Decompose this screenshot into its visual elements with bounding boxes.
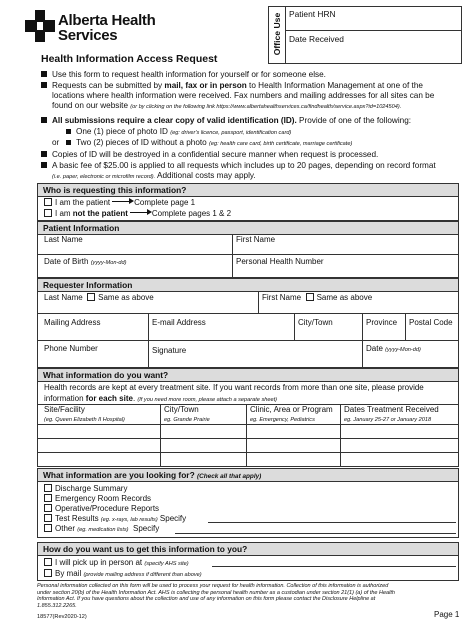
page-number: Page 1 xyxy=(434,610,460,619)
check-operative-reports[interactable]: Operative/Procedure Reports xyxy=(44,504,159,513)
section-who-heading: Who is requesting this information? xyxy=(37,183,459,197)
option-patient[interactable]: I am the patient Complete page 1 xyxy=(44,198,195,207)
not-patient-checkbox[interactable] xyxy=(44,209,52,217)
province-field[interactable]: Province xyxy=(366,318,398,327)
checkbox[interactable] xyxy=(44,484,52,492)
mailing-address-field[interactable]: Mailing Address xyxy=(44,318,101,327)
city-field[interactable]: City/Town xyxy=(298,318,333,327)
cross-logo-icon xyxy=(25,10,55,42)
form-number: 18577(Rev2020-12) xyxy=(37,614,87,620)
check-discharge-summary[interactable]: Discharge Summary xyxy=(44,484,127,493)
intro-bullet-3: All submissions require a clear copy of valid identification (ID). Provide of one of the following: xyxy=(41,116,461,126)
arrow-icon xyxy=(112,201,132,202)
org-name-line1: Alberta Health xyxy=(58,12,156,29)
phone-field[interactable]: Phone Number xyxy=(44,344,98,353)
postal-code-field[interactable]: Postal Code xyxy=(409,318,453,327)
patient-hrn-label: Patient HRN xyxy=(289,9,336,19)
pickup-checkbox[interactable] xyxy=(44,558,52,566)
same-as-above-checkbox-2[interactable] xyxy=(306,293,314,301)
office-use-label: Office Use xyxy=(272,12,282,56)
ahs-logo xyxy=(25,10,55,42)
checkbox[interactable] xyxy=(44,524,52,532)
email-field[interactable]: E-mail Address xyxy=(152,318,206,327)
checkbox[interactable] xyxy=(44,514,52,522)
intro-bullet-5: A basic fee of $25.00 is applied to all requests which includes up to 20 pages, depending on record format (i.e. paper, electronic or microfilm record). Additional costs may apply. xyxy=(41,161,461,182)
option-pickup[interactable]: I will pick up in person at (specify AHS site) xyxy=(44,558,189,567)
arrow-icon xyxy=(130,212,150,213)
section-looking-heading: What information are you looking for? (Check all that apply) xyxy=(37,468,459,482)
col-city: City/Town eg. Grande Prairie xyxy=(164,405,210,423)
patient-first-name-field[interactable]: First Name xyxy=(236,235,276,244)
option-not-patient[interactable]: I am not the patient Complete pages 1 & 2 xyxy=(44,209,231,218)
id-option-two: or Two (2) pieces of ID without a photo (eg: health care card, birth certificate, marriage certificate) xyxy=(52,138,353,147)
patient-dob-field[interactable]: Date of Birth (yyyy-Mon-dd) xyxy=(44,257,127,266)
check-other[interactable]: Other (eg. medication lists) Specify xyxy=(44,524,159,533)
mail-checkbox[interactable] xyxy=(44,569,52,577)
patient-phn-field[interactable]: Personal Health Number xyxy=(236,257,324,266)
privacy-notice: Personal information collected on this form will be used to process your request for health information. Collection of this information is authorized under section 20(b) of the Health Information Act. AHS is collecting the personal health number as a custodian under section 21(1) (a) of the Health Information Act. If you have questions about the collection and use of any information on this form please contact the Disclosure Helpline at 1.855.312.2265. xyxy=(37,583,395,609)
requester-first-name-field[interactable]: First Name Same as above xyxy=(262,293,373,302)
intro-bullet-4: Copies of ID will be destroyed in a confidential secure manner when request is processed. xyxy=(41,150,461,160)
checkbox[interactable] xyxy=(44,504,52,512)
id-option-one: One (1) piece of photo ID (eg: driver's licence, passport, identification card) xyxy=(66,127,474,138)
requester-last-name-field[interactable]: Last Name Same as above xyxy=(44,293,154,302)
checkbox[interactable] xyxy=(44,494,52,502)
same-as-above-checkbox[interactable] xyxy=(87,293,95,301)
section-patient-heading: Patient Information xyxy=(37,221,459,235)
section-what-heading: What information do you want? xyxy=(37,368,459,382)
patient-last-name-field[interactable]: Last Name xyxy=(44,235,83,244)
org-name-line2: Services xyxy=(58,27,118,44)
signature-field[interactable]: Signature xyxy=(152,346,187,355)
requester-box xyxy=(37,291,459,368)
check-test-results[interactable]: Test Results (eg. x-rays, lab results) Specify xyxy=(44,514,186,523)
patient-checkbox[interactable] xyxy=(44,198,52,206)
check-emergency-room[interactable]: Emergency Room Records xyxy=(44,494,151,503)
requester-date-field[interactable]: Date (yyyy-Mon-dd) xyxy=(366,344,421,353)
section-requester-heading: Requester Information xyxy=(37,278,459,292)
intro-bullet-2: Requests can be submitted by mail, fax or in person to Health Information Management at one of the locations where health information were received. Fax numbers and mailing addresses for all sites can be found on our website (or by clicking on the following link https://www.albertahealthservices.ca/findhealth/service.aspx?id=1024504). xyxy=(41,81,461,113)
date-received-label: Date Received xyxy=(289,34,344,44)
option-mail[interactable]: By mail (provide mailing address if different than above) xyxy=(44,569,202,578)
intro-bullet-1: Use this form to request health information for yourself or for someone else. xyxy=(41,70,461,80)
what-description-1: Health records are kept at every treatment site. If you want records from more than one site, please provide xyxy=(44,383,424,392)
col-clinic: Clinic, Area or Program eg. Emergency, Pediatrics xyxy=(250,405,333,423)
page-title: Health Information Access Request xyxy=(41,53,218,65)
col-dates: Dates Treatment Received eg. January 25-27 or January 2018 xyxy=(344,405,439,423)
col-site: Site/Facility (eg. Queen Elizabeth II Hospital) xyxy=(44,405,125,423)
what-description-2: information for each site. (If you need more room, please attach a separate sheet) xyxy=(44,394,278,403)
section-how-heading: How do you want us to get this information to you? xyxy=(37,542,459,556)
